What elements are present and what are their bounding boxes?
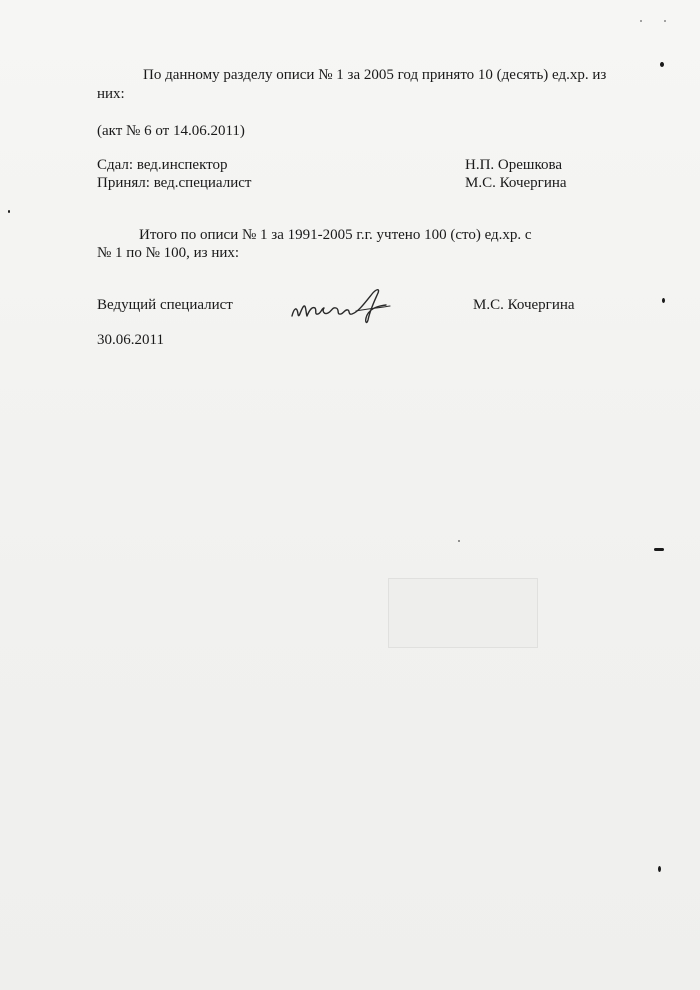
scan-speck xyxy=(458,540,460,542)
total-paragraph-line-2: № 1 по № 100, из них: xyxy=(97,245,240,261)
scan-speck xyxy=(654,548,664,551)
handed-over-role: Сдал: вед.инспектор xyxy=(97,157,228,173)
signer-role: Ведущий специалист xyxy=(97,297,233,313)
signature-date: 30.06.2011 xyxy=(97,332,164,348)
scan-speck xyxy=(660,62,664,67)
act-reference: (акт № 6 от 14.06.2011) xyxy=(97,123,245,139)
accepted-role: Принял: вед.специалист xyxy=(97,175,252,191)
scan-speck xyxy=(8,210,10,213)
faded-stamp-area xyxy=(388,578,538,648)
scan-speck xyxy=(662,298,665,303)
scan-speck xyxy=(664,20,666,22)
handwritten-signature xyxy=(286,284,398,326)
inventory-paragraph-line-2: них: xyxy=(97,86,125,102)
handed-over-name: Н.П. Орешкова xyxy=(465,157,563,173)
scan-speck xyxy=(658,866,661,872)
scan-speck xyxy=(640,20,642,22)
signer-name: М.С. Кочергина xyxy=(473,297,575,313)
inventory-paragraph-line-1: По данному разделу описи № 1 за 2005 год принято 10 (десять) ед.хр. из xyxy=(143,67,607,83)
accepted-name: М.С. Кочергина xyxy=(465,175,567,191)
total-paragraph-line-1: Итого по описи № 1 за 1991-2005 г.г. учтено 100 (сто) ед.хр. с xyxy=(139,227,532,243)
